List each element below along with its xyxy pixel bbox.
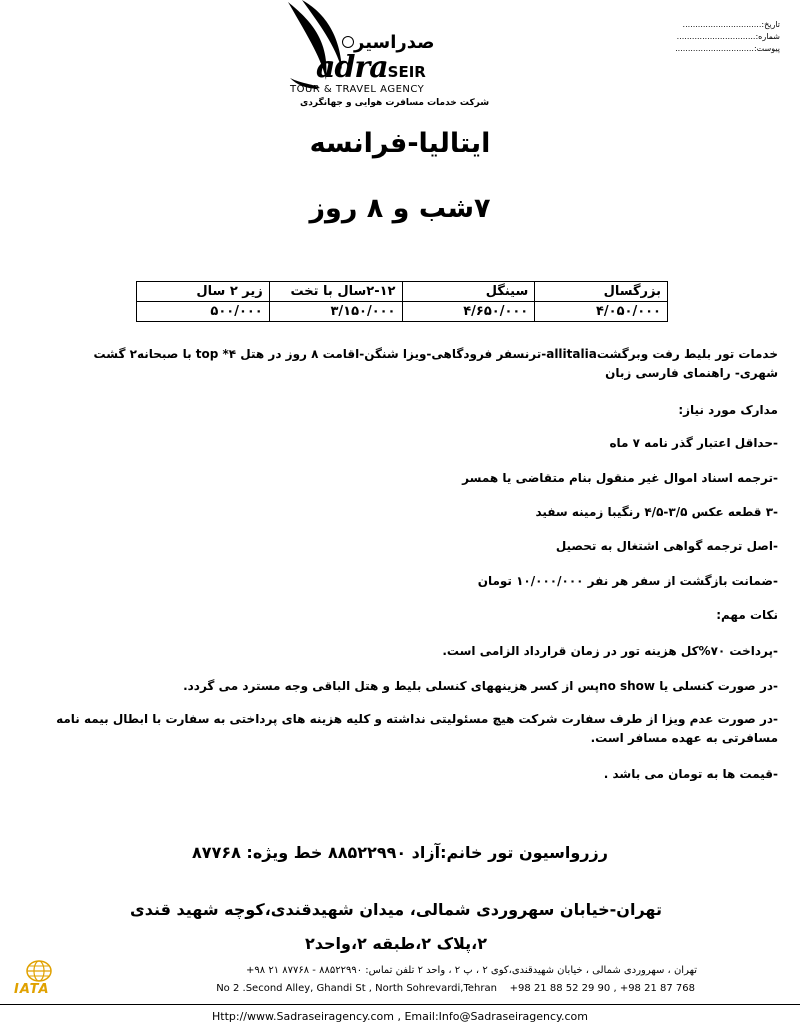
logo-english-name: adraSEIR xyxy=(316,50,426,85)
tour-route-title: ایتالیا-فرانسه xyxy=(309,128,491,159)
meta-date: تاریخ:............................... xyxy=(682,20,780,29)
globe-icon xyxy=(26,960,52,982)
document-item: -۳ قطعه عکس ۳/۵-۴/۵ رنگیبا زمینه سفید xyxy=(535,505,778,519)
iata-text: IATA xyxy=(14,982,50,997)
price-infant: ۵۰۰/۰۰۰ xyxy=(137,302,270,322)
reservation-contact: رزرواسیون تور خانم:آزاد ۸۸۵۲۲۹۹۰ خط ویژه: ۸۷۷۶۸ xyxy=(192,843,608,862)
meta-attachment: پیوست:............................... xyxy=(675,44,780,53)
note-item: -در صورت کنسلی یا no showپس از کسر هزینههای کنسلی بلیط و هتل الباقی وجه مسترد می گردد. xyxy=(183,679,778,693)
logo-persian-name: صدراسیر xyxy=(354,32,435,53)
note-item: -قیمت ها به تومان می باشد . xyxy=(603,767,778,781)
letter-meta-fields xyxy=(620,20,780,56)
header-child-with-bed: ۲-۱۲سال با تخت xyxy=(269,282,402,302)
tour-duration-title: ۷شب و ۸ روز xyxy=(309,193,491,224)
document-item: -ترجمه اسناد اموال غیر منقول بنام متقاضی یا همسر xyxy=(462,471,778,485)
price-table-value-row xyxy=(137,302,668,322)
note-item: -پرداخت ۷۰%کل هزینه تور در زمان قرارداد الزامی است. xyxy=(442,644,778,658)
header-adult: بزرگسال xyxy=(535,282,668,302)
logo-tagline: TOUR & TRAVEL AGENCY xyxy=(290,84,425,95)
emblem-icon xyxy=(342,36,354,48)
header-infant: زیر ۲ سال xyxy=(137,282,270,302)
footer-address-english: No 2 .Second Alley, Ghandi St , North Sohrevardi,Tehran +98 21 88 52 29 90 , +98 21 87 768 xyxy=(216,983,695,994)
document-item: -حداقل اعتبار گذر نامه ۷ ماه xyxy=(609,436,778,450)
price-child-with-bed: ۳/۱۵۰/۰۰۰ xyxy=(269,302,402,322)
document-item: -ضمانت بازگشت از سفر هر نفر ۱۰/۰۰۰/۰۰۰ تومان xyxy=(477,574,778,588)
agency-logo xyxy=(270,0,490,115)
header-single: سینگل xyxy=(402,282,535,302)
price-single: ۴/۶۵۰/۰۰۰ xyxy=(402,302,535,322)
office-address: تهران-خیابان سهروردی شمالی، میدان شهیدقندی،کوچه شهید قندی ۲،پلاک ۲،طبقه ۲،واحد۲ xyxy=(130,900,662,953)
document-item: -اصل ترجمه گواهی اشتغال به تحصیل xyxy=(555,539,778,553)
documents-heading: مدارک مورد نیاز: xyxy=(678,403,778,417)
footer-divider xyxy=(0,1004,800,1005)
logo-subtitle: شرکت خدمات مسافرت هوایی و جهانگردی xyxy=(300,98,490,108)
note-item: -در صورت عدم ویزا از طرف سفارت شرکت هیچ مسئولیتی نداشته و کلیه هزینه های پرداختی به سفارت با ابطال بیمه نامه مسافرتی به عهده مسافر است. xyxy=(56,712,778,745)
price-table xyxy=(136,281,668,322)
meta-number: شماره:............................... xyxy=(676,32,780,41)
notes-heading: نکات مهم: xyxy=(716,608,778,622)
price-adult: ۴/۰۵۰/۰۰۰ xyxy=(535,302,668,322)
price-table-header-row xyxy=(137,282,668,302)
tour-services: خدمات تور بلیط رفت وبرگشتallitalia-ترنسفر فرودگاهی-ویزا شنگن-اقامت ۸ روز در هتل ۴* top با صبحانه۲ گشت شهری- راهنمای فارسی زبان xyxy=(93,347,778,380)
footer-web-email[interactable]: Http://www.Sadraseiragency.com , Email:Info@Sadraseiragency.com xyxy=(212,1010,588,1023)
footer-address-persian: تهران ، سهروردی شمالی ، خیابان شهیدقندی،کوی ۲ ، پ ۲ ، واحد ۲ تلفن تماس: ۸۸۵۲۲۹۹۰ - ۸۷۷۶۸ ۲۱ ۹۸+ xyxy=(246,965,697,976)
